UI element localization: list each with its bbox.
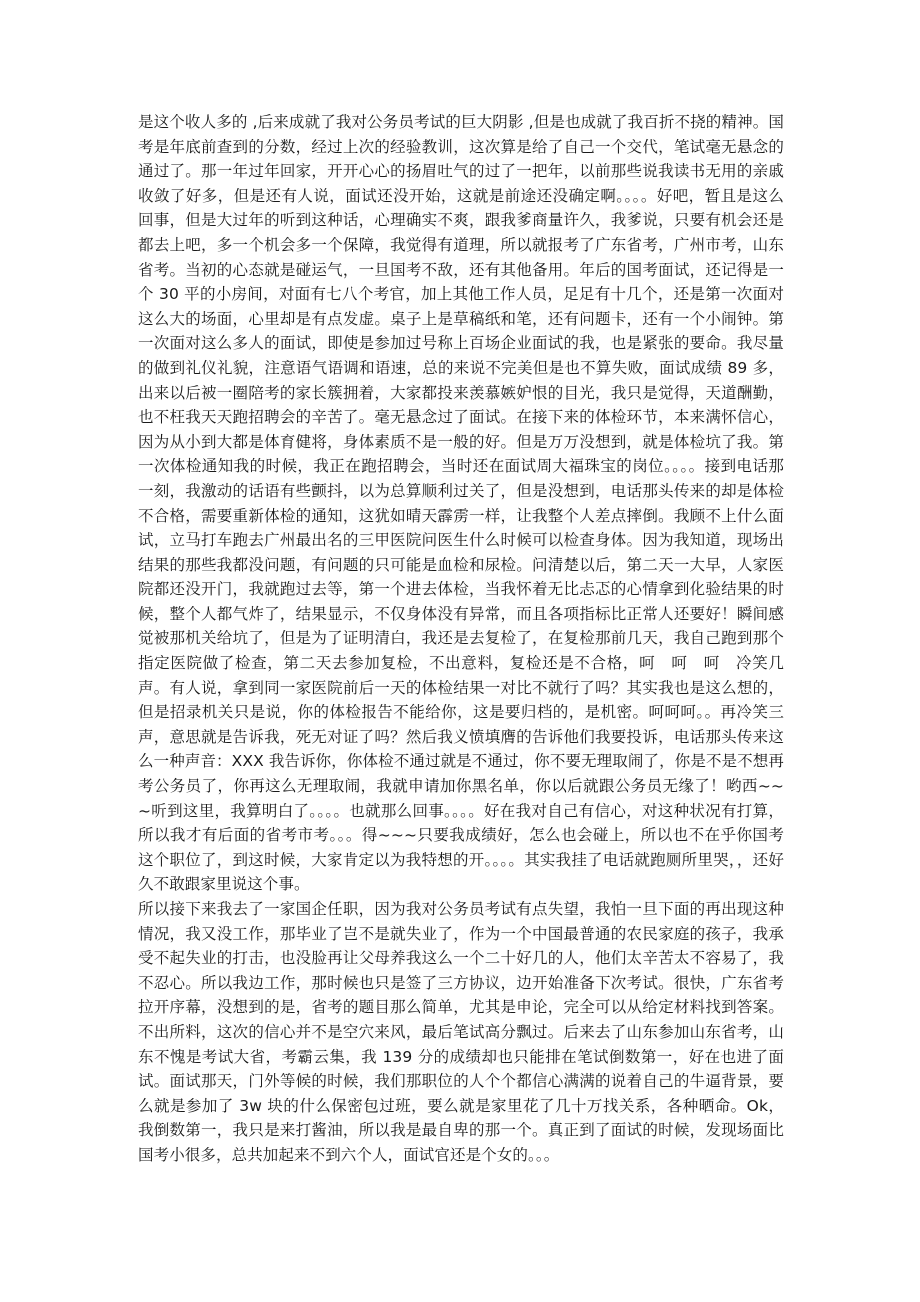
paragraph-2: 所以接下来我去了一家国企任职，因为我对公务员考试有点失望，我怕一旦下面的再出现这种情况，我又没工作，那毕业了岂不是就失业了，作为一个中国最普通的农民家庭的孩子，我承受不起失业的打击，也没脸再让父母养我这么一个二十好几的人，他们太辛苦太不容易了，我不忍心。所以我边工作，那时候也只是签了三方协议，边开始准备下次考试。很快，广东省考拉开序幕，没想到的是，省考的题目那么简单，尤其是申论，完全可以从给定材料找到答案。不出所料，这次的信心并不是空穴来风，最后笔试高分飘过。后来去了山东参加山东省考，山东不愧是考试大省，考霸云集，我 139 分的成绩却也只能排在笔试倒数第一，好在也进了面试。面试那天，门外等候的时候，我们那职位的人个个都信心满满的说着自己的牛逼背景，要么就是参加了 3w 块的什么保密包过班，要么就是家里花了几十万找关系，各种晒命。Ok，我倒数第一，我只是来打酱油，所以我是最自卑的那一个。真正到了面试的时候，发现场面比国考小很多，总共加起来不到六个人，面试官还是个女的。。。 xyxy=(138,900,784,1164)
paragraph-1: 是这个收人多的 ,后来成就了我对公务员考试的巨大阴影 ,但是也成就了我百折不挠的精神。国考是年底前查到的分数，经过上次的经验教训，这次算是给了自己一个交代，笔试毫无悬念的通过了。那一年过年回家，开开心心的扬眉吐气的过了一把年，以前那些说我读书无用的亲戚收敛了好多，但是还有人说，面试还没开始，这就是前途还没确定啊。。。。好吧，暂且是这么回事，但是大过年的听到这种话，心理确实不爽，跟我爹商量许久，我爹说，只要有机会还是都去上吧，多一个机会多一个保障，我觉得有道理，所以就报考了广东省考，广州市考，山东省考。当初的心态就是碰运气，一旦国考不敌，还有其他备用。年后的国考面试，还记得是一个 30 平的小房间，对面有七八个考官，加上其他工作人员，足足有十几个，还是第一次面对这么大的场面，心里却是有点发虚。桌子上是草稿纸和笔，还有问题卡，还有一个小闹钟。第一次面对这么多人的面试，即使是参加过号称上百场企业面试的我，也是紧张的要命。我尽量的做到礼仪礼貌，注意语气语调和语速，总的来说不完美但是也不算失败，面试成绩 89 多，出来以后被一圈陪考的家长簇拥着，大家都投来羡慕嫉妒恨的目光，我只是觉得，天道酬勤，也不枉我天天跑招聘会的辛苦了。毫无悬念过了面试。在接下来的体检环节，本来满怀信心，因为从小到大都是体育健将，身体素质不是一般的好。但是万万没想到，就是体检坑了我。第一次体检通知我的时候，我正在跑招聘会，当时还在面试周大福珠宝的岗位。。。。接到电话那一刻，我激动的话语有些颤抖，以为总算顺利过关了，但是没想到，电话那头传来的却是体检不合格，需要重新体检的通知，这犹如晴天霹雳一样，让我整个人差点摔倒。我顾不上什么面试，立马打车跑去广州最出名的三甲医院问医生什么时候可以检查身体。因为我知道，现场出结果的那些我都没问题，有问题的只可能是血检和尿检。问清楚以后，第二天一大早，人家医院都还没开门，我就跑过去等，第一个进去体检，当我怀着无比忐忑的心情拿到化验结果的时候，整个人都气炸了，结果显示，不仅身体没有异常，而且各项指标比正常人还要好！瞬间感觉被那机关给坑了，但是为了证明清白，我还是去复检了，在复检那前几天，我自己跑到那个指定医院做了检查，第二天去参加复检，不出意料，复检还是不合格，呵 呵 呵 冷笑几声。有人说，拿到同一家医院前后一天的体检结果一对比不就行了吗？其实我也是这么想的，但是招录机关只是说，你的体检报告不能给你，这是要归档的，是机密。呵呵呵。。再冷笑三声，意思就是告诉我，死无对证了吗？然后我义愤填膺的告诉他们我要投诉，电话那头传来这么一种声音：XXX 我告诉你，你体检不通过就是不通过，你不要无理取闹了，你是不是不想再考公务员了，你再这么无理取闹，我就申请加你黑名单，你以后就跟公务员无缘了！哟西~~~听到这里，我算明白了。。。。也就那么回事。。。。好在我对自己有信心，对这种状况有打算，所以我才有后面的省考市考。。。得~~~只要我成绩好，怎么也会碰上，所以也不在乎你国考这个职位了，到这时候，大家肯定以为我特想的开。。。。其实我挂了电话就跑厕所里哭，，还好久不敢跟家里说这个事。 xyxy=(138,113,784,894)
document-body xyxy=(138,110,784,1168)
